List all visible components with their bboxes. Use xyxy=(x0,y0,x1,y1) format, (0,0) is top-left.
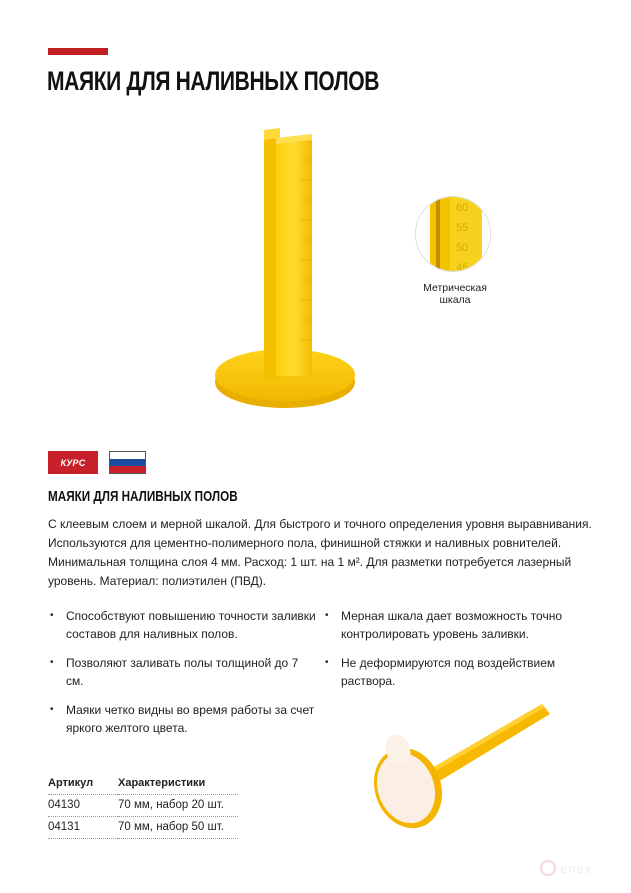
article-cell: 04130 xyxy=(48,795,118,817)
svg-text:55: 55 xyxy=(456,222,469,234)
russia-flag-icon xyxy=(109,451,146,474)
section-title: МАЯКИ ДЛЯ НАЛИВНЫХ ПОЛОВ xyxy=(48,488,238,505)
enex-watermark: enex xyxy=(540,860,592,876)
svg-text:60: 60 xyxy=(456,202,469,214)
article-cell: 04131 xyxy=(48,817,118,839)
side-product-image xyxy=(360,690,560,840)
table-row xyxy=(48,817,238,839)
column-header-characteristics: Характеристики xyxy=(118,773,238,795)
feature-item: • Маяки четко видны во время работы за счет яркого желтого цвета. xyxy=(48,701,318,737)
svg-text:45: 45 xyxy=(456,262,469,272)
brand-logo xyxy=(48,451,98,474)
brand-logo-text: КУРС xyxy=(60,457,86,468)
page-title: МАЯКИ ДЛЯ НАЛИВНЫХ ПОЛОВ xyxy=(47,66,380,96)
feature-item: • Мерная шкала дает возможность точно контролировать уровень заливки. xyxy=(323,607,583,643)
spec-table xyxy=(48,773,238,839)
svg-text:50: 50 xyxy=(456,242,469,254)
metric-scale-zoom xyxy=(415,196,491,272)
characteristics-cell: 70 мм, набор 50 шт. xyxy=(118,817,238,839)
features-list-left xyxy=(48,607,318,748)
product-description: С клеевым слоем и мерной шкалой. Для быстрого и точного определения уровня выравнивания. Используются для цементно-полимерного пола, финишной стяжки и наливных ровнителей. Минимальная толщина слоя 4 мм. Расход: 1 шт. на 1 м². Для разметки потребуется лазерный уровень. Материал: полиэтилен (ПВД). xyxy=(48,517,592,588)
zoom-caption: Метрическая шкала xyxy=(423,282,487,306)
main-product-image xyxy=(200,120,380,420)
title-accent-bar xyxy=(48,48,108,55)
feature-item: • Позволяют заливать полы толщиной до 7 см. xyxy=(48,654,318,690)
feature-item: • Способствуют повышению точности заливки составов для наливных полов. xyxy=(48,607,318,643)
features-list-right xyxy=(323,607,583,701)
enex-logo-icon xyxy=(540,860,556,876)
column-header-article: Артикул xyxy=(48,773,118,795)
feature-item: • Не деформируются под воздействием раствора. xyxy=(323,654,583,690)
table-header-row xyxy=(48,773,238,795)
characteristics-cell: 70 мм, набор 20 шт. xyxy=(118,795,238,817)
table-row xyxy=(48,795,238,817)
